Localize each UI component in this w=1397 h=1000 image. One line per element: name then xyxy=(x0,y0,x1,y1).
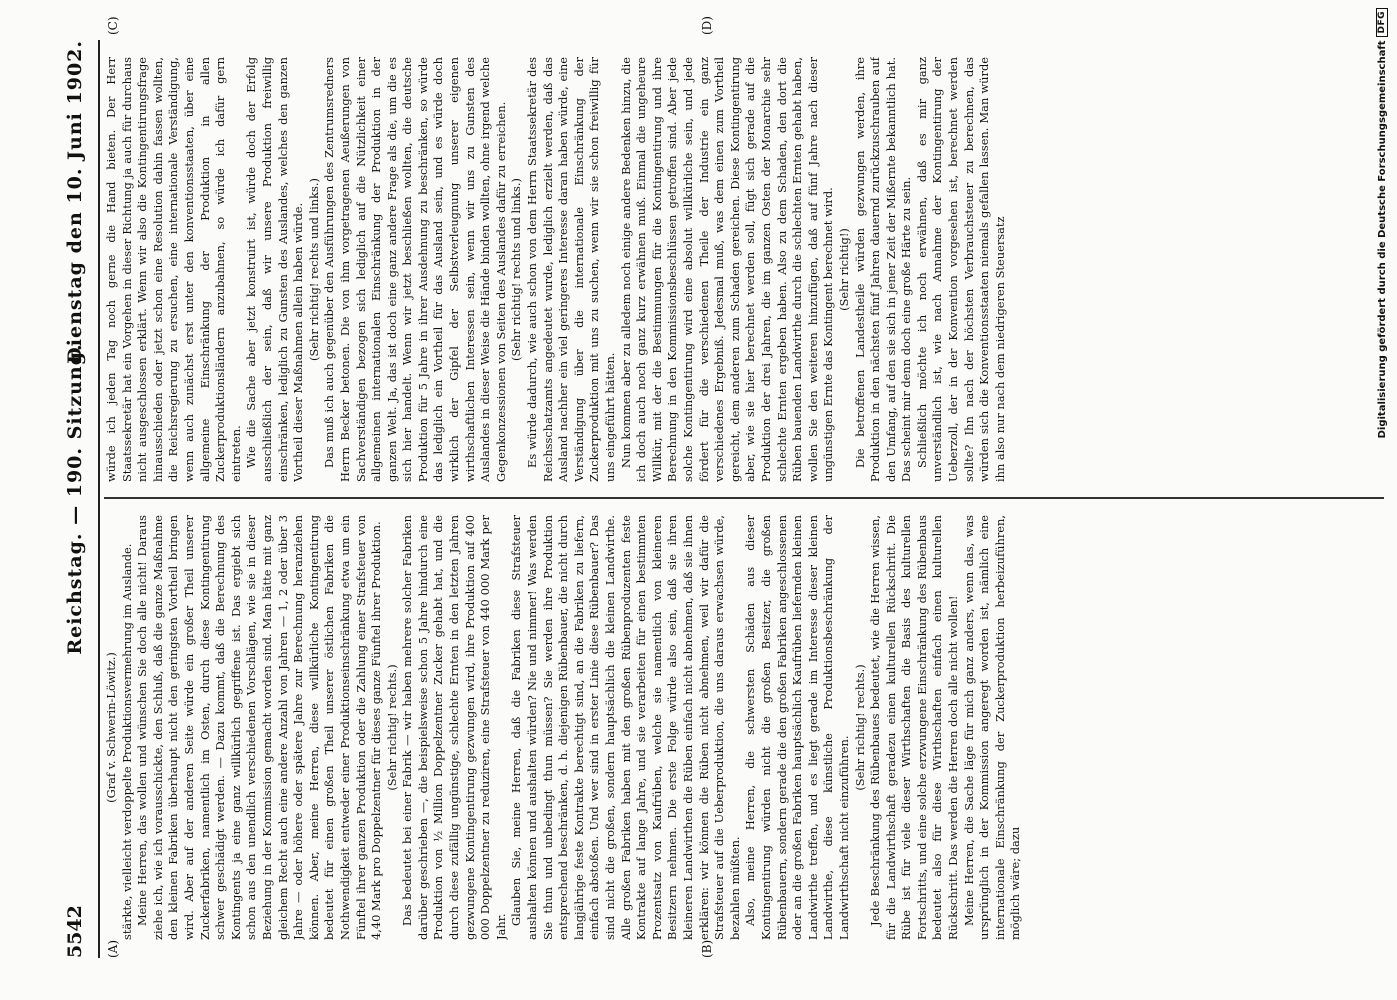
margin-marker-a: (A) xyxy=(106,939,120,958)
margin-marker-d: (D) xyxy=(700,16,714,35)
speaker-label: (Graf v. Schwerin-Löwitz.) xyxy=(104,652,118,803)
paragraph: Glauben Sie, meine Herren, daß die Fabriken diese Strafsteuer aushalten können und aushalten würden? Nie und nimmer! Was werden Sie thun und unbedingt thun müssen? Sie werden ihre Produktion entsprechend beschränken, d. h. diejenigen Rübenbauer, die nicht durch langjährige feste Kontrakte berechtigt sind, an die Fabriken zu liefern, einfach abstoßen. Und wer sind in erster Linie diese Rübenbauer? Das sind nicht die großen, sondern hauptsächlich die kleinen Landwirthe. Alle großen Fabriken haben mit den großen Rübenproduzenten feste Kontrakte auf lange Jahre, und sie verarbeiten für einen bestimmten Prozentsatz von Kaufrüben, welche sie namentlich von kleineren Besitzern nehmen. Die erste Folge würde also sein, daß sie ihren kleineren Landwirthen die Rüben einfach nicht abnehmen, daß sie ihnen erklären: wir können die Rüben nicht abnehmen, weil wir dafür die Strafsteuer auf die Ueberproduktion, die uns daraus erwachsen würde, bezahlen müßten. xyxy=(509,515,742,940)
interjection: (Sehr richtig!) xyxy=(836,228,851,311)
interjection: (Sehr richtig! rechts und links.) xyxy=(306,178,321,361)
header-rule xyxy=(98,40,100,958)
paragraph: Das muß ich auch gegenüber den Ausführungen des Zentrumsredners Herrn Becker betonen. Die von ihm vorgetragenen Aeußerungen von Sachverständigen bezogen sich lediglich auf die Nützlichkeit einer allgemeinen internationalen Einschränkung der Produktion in der ganzen Welt. Ja, das ist doch eine ganz andere Frage als die, um die es sich hier handelt. Wenn wir jetzt beschließen wollten, die deutsche Produktion für 5 Jahre in ihrer Ausdehnung zu beschränken, so würde das lediglich ein Vortheil für das Ausland sein, und es würde doch wirklich der Gipfel der Selbstverleugnung unserer eigenen wirthschaftlichen Interessen sein, wenn wir uns zu Gunsten des Auslandes in dieser Weise die Hände binden wollten, ohne irgend welche Gegenkonzessionen von Seiten des Auslandes dafür zu erreichen. xyxy=(322,57,508,482)
paragraph: Jede Beschränkung des Rübenbaues bedeutet, wie die Herren wissen, für die Landwirthschaft geradezu einen kulturellen Rückschritt. Die Rübe ist für viele dieser Wirthschaften die Basis des kulturellen Fortschritts, und eine solche erzwungene Einschränkung des Rübenbaus bedeutet also für diese Wirthschaften einfach einen kulturellen Rückschritt. Das werden die Herren doch alle nicht wollen! xyxy=(868,515,961,940)
page-header xyxy=(60,40,96,958)
interjection: (Sehr richtig! rechts.) xyxy=(384,664,399,791)
right-column xyxy=(104,57,1384,482)
session-date: Dienstag den 10. Juni 1902. xyxy=(64,40,86,364)
paragraph: Die betroffenen Landestheile würden gezwungen werden, ihre Produktion in den nächsten fünf Jahren dauernd zurückzuschrauben auf den Umfang, auf den sie sich in jener Zeit der Mißernte bekanntlich hat. Das scheint mir denn doch eine große Härte zu sein. xyxy=(852,57,914,482)
paragraph: Das bedeutet bei einer Fabrik — wir haben mehrere solcher Fabriken darüber geschrieben —, die beispielsweise schon 5 Jahre hindurch eine Produktion von ½ Million Doppelzentner Zucker gehabt hat, und die durch diese zufällig ungünstige, schlechte Ernten in den letzten Jahren gezwungene Kontingentirung gezwungen wird, ihre Produktion auf 400 000 Doppelzentner zu reduziren, eine Strafsteuer von 440 000 Mark per Jahr. xyxy=(400,515,508,940)
dfg-watermark-text: Digitalisierung gefördert durch die Deutsche Forschungsgemeinschaft xyxy=(1376,40,1388,439)
margin-marker-b: (B) xyxy=(700,939,714,958)
margin-marker-c: (C) xyxy=(106,16,120,35)
dfg-logo: DFG xyxy=(1376,8,1388,37)
paragraph: Schließlich möchte ich noch erwähnen, daß es mir ganz unverständlich ist, wie nach Annahme der Kontingentirung der Ueberzoll, der in der Konvention vorgesehen ist, berechnet werden sollte? Ihn nach der höchsten Verbrauchsteuer zu berechnen, das würden sich die Konventionsstaaten niemals gefallen lassen. Man würde ihn also nur nach dem niedrigeren Steuersatz xyxy=(914,57,1007,482)
paragraph: stärkte, vielleicht verdoppelte Produktionsvermehrung im Auslande. xyxy=(119,543,134,940)
paragraph: Meine Herren, die Sache läge für mich ganz anders, wenn das, was ursprünglich in der Kommission angeregt worden ist, nämlich eine internationale Einschränkung der Zuckerproduktion herbeizuführen, möglich wäre; dazu xyxy=(961,515,1023,940)
paragraph: Nun kommen aber zu alledem noch einige andere Bedenken hinzu, die ich doch auch noch ganz kurz erwähnen muß. Einmal die ungeheure Willkür, mit der die Bestimmungen für die Kontingentirung und ihre Berechnung in den Kommissionsbeschlüssen getroffen sind. Aber jede solche Kontingentirung wird eine absolut willkürliche sein, und jede fördert für die verschiedenen Theile der Industrie ein ganz verschiedenes Ergebniß. Jedesmal muß, was dem einen zum Vortheil gereicht, dem anderen zum Schaden gereichen. Diese Kontingentirung aber, wie sie hier berechnet werden soll, fügt sich gerade auf die Produktion der drei Jahren, die im ganzen Osten der Monarchie sehr schlechte Ernten ergeben haben. Also zu dem Schaden, den dort die Rüben bauenden Landwirthe durch die schlechten Ernten gehabt haben, wollen Sie den weiteren hinzufügen, daß auf fünf Jahre nach dieser ungünstigen Ernte das Kontingent berechnet wird. xyxy=(618,57,836,482)
paragraph: Wie die Sache aber jetzt konstruirt ist, würde doch der Erfolg ausschließlich der sein, daß wir unsere Produktion freiwillig einschränken, lediglich zu Gunsten des Auslandes, welches den ganzen Vortheil dieser Maßnahmen allein haben würde. xyxy=(244,57,306,482)
interjection: (Sehr richtig! rechts und links.) xyxy=(509,178,524,361)
dfg-watermark xyxy=(1369,0,1395,1000)
interjection: (Sehr richtig! rechts.) xyxy=(852,664,867,791)
paragraph: Also, meine Herren, die schwersten Schäden aus dieser Kontingentirung würden nicht die großen Besitzer, die großen Rübenbauern, sondern gerade die den großen Fabriken angeschlossenen oder an die großen Fabriken hauptsächlich Kaufrüben liefernden kleinen Landwirthe treffen, und es liegt gerade im Interesse dieser kleinen Landwirthe, diese künstliche Produktionsbeschränkung der Landwirthschaft nicht einzuführen. xyxy=(743,515,851,940)
page-number: 5542 xyxy=(64,905,86,958)
paragraph: Meine Herren, das wollen und wünschen Sie doch alle nicht! Daraus ziehe ich, wie ich vorausschickte, den Schluß, daß die ganze Maßnahme den kleinen Fabriken überhaupt nicht den geringsten Vortheil bringen wird. Aber auf der anderen Seite würde ein großer Theil unserer Zuckerfabriken, namentlich im Osten, durch diese Kontingentirung schwer geschädigt werden. — Dazu kommt, daß die Berechnung des Kontingents ja eine ganz willkürlich gegriffene ist. Das ergiebt sich schon aus den unendlich verschiedenen Vorschlägen, wie sie in dieser Beziehung in der Kommission gemacht worden sind. Man hätte mit ganz gleichem Recht auch eine andere Anzahl von Jahren — 1, 2 oder über 3 Jahre — oder höhere oder spätere Jahre zur Berechnung heranziehen können. Aber, meine Herren, diese willkürliche Kontingentirung bedeutet für einen großen Theil unserer östlichen Fabriken die Nothwendigkeit entweder einer Produktionseinschränkung etwa um ein Fünftel ihrer ganzen Produktion oder die Zahlung einer Strafsteuer von 4,40 Mark pro Doppelzentner für dieses ganze Fünftel ihrer Produktion. xyxy=(135,515,384,940)
paragraph: würde ich jeden Tag noch gerne die Hand bieten. Der Herr Staatssekretär hat ein Vorgehen in dieser Richtung ja auch für durchaus nicht ausgeschlossen erklärt. Wenn wir also die Kontingentirungsfrage hinausschieden oder jetzt schon eine Resolution dahin fassen wollten, die Reichsregierung zu ersuchen, eine internationale Verständigung, wenn auch zunächst erst unter den konventionsstaaten, über eine allgemeine Einschränkung der Produktion in allen Zuckerproduktionsländern anzubahnen, so würde ich dafür gern eintreten. xyxy=(104,57,243,482)
left-column xyxy=(104,515,1384,940)
paragraph: Es würde dadurch, wie auch schon von dem Herrn Staatssekretär des Reichsschatzamts angedeutet wurde, lediglich erzielt werden, daß das Ausland nachher ein viel geringeres Interesse daran haben würde, eine Verständigung über die internationale Einschränkung der Zuckerproduktion mit uns zu suchen, wenn wir sie schon freiwillig für uns eingeführt hätten. xyxy=(525,57,617,482)
page-title: Reichstag. — 190. Sitzung. xyxy=(64,343,86,655)
column-divider xyxy=(104,498,1384,500)
